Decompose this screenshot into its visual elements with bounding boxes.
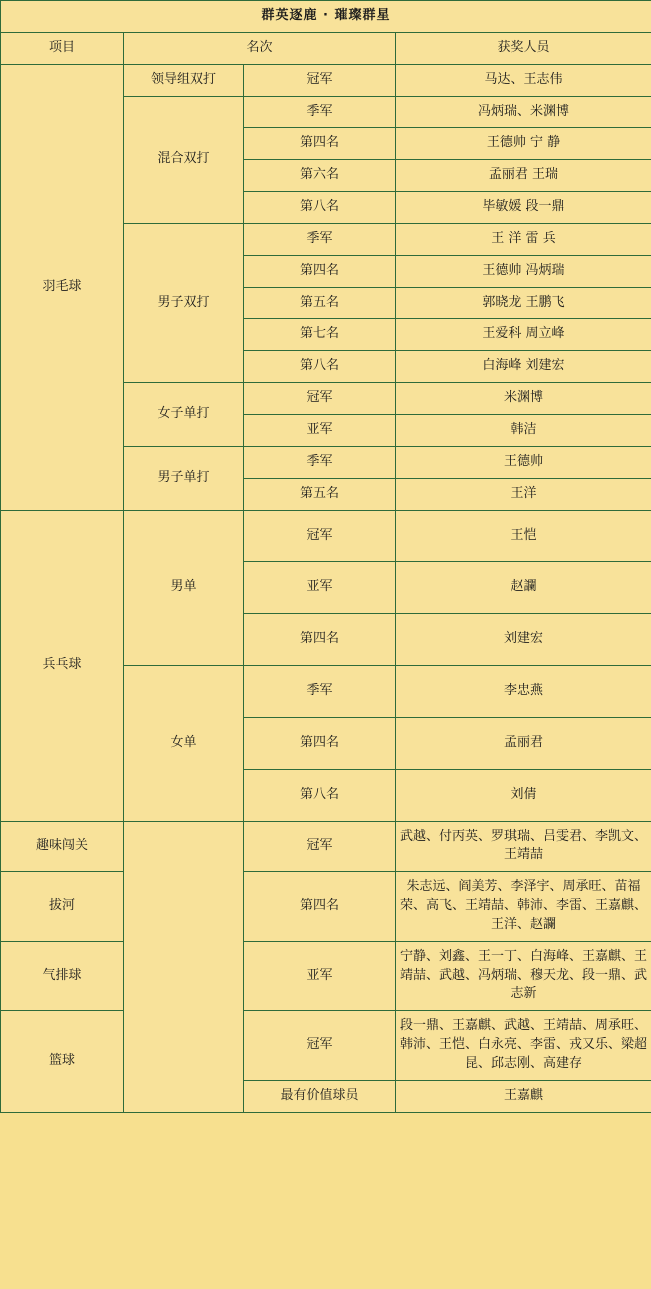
rank-cell: 季军 <box>244 223 396 255</box>
event-cell-empty <box>124 821 244 1112</box>
people-cell: 毕敏媛 段一鼎 <box>396 192 651 224</box>
people-cell: 王 洋 雷 兵 <box>396 223 651 255</box>
table-row <box>1 64 651 96</box>
event-cell: 女子单打 <box>124 383 244 447</box>
people-cell: 宁静、刘鑫、王一丁、白海峰、王嘉麒、王靖喆、武越、冯炳瑞、穆天龙、段一鼎、武志新 <box>396 941 651 1011</box>
people-cell: 王嘉麒 <box>396 1080 651 1112</box>
sport-cell: 兵乓球 <box>1 510 124 821</box>
people-cell: 王恺 <box>396 510 651 562</box>
rank-cell: 第八名 <box>244 769 396 821</box>
rank-cell: 冠军 <box>244 383 396 415</box>
rank-cell: 第四名 <box>244 717 396 769</box>
rank-cell: 冠军 <box>244 510 396 562</box>
people-cell: 王德帅 <box>396 446 651 478</box>
rank-cell: 亚军 <box>244 414 396 446</box>
people-cell: 朱志远、阎美芳、李泽宇、周承旺、苗福荣、高飞、王靖喆、韩沛、李雷、王嘉麒、王洋、赵讕 <box>396 872 651 942</box>
people-cell: 孟丽君 <box>396 717 651 769</box>
people-cell: 孟丽君 王瑞 <box>396 160 651 192</box>
people-cell: 赵讕 <box>396 562 651 614</box>
table-row <box>1 821 651 872</box>
event-cell: 混合双打 <box>124 96 244 223</box>
people-cell: 李忠燕 <box>396 666 651 718</box>
sport-cell: 气排球 <box>1 941 124 1011</box>
rank-cell: 第六名 <box>244 160 396 192</box>
rank-cell: 冠军 <box>244 64 396 96</box>
people-cell: 刘建宏 <box>396 614 651 666</box>
rank-cell: 季军 <box>244 96 396 128</box>
table-row <box>1 872 651 942</box>
people-cell: 米渊博 <box>396 383 651 415</box>
table-body <box>1 1 651 1113</box>
table-row <box>1 510 651 562</box>
people-cell: 韩洁 <box>396 414 651 446</box>
people-cell: 武越、付丙英、罗琪瑞、吕雯君、李凯文、王靖喆 <box>396 821 651 872</box>
rank-cell: 第七名 <box>244 319 396 351</box>
rank-cell: 第五名 <box>244 287 396 319</box>
rank-cell: 第四名 <box>244 872 396 942</box>
rank-cell: 第四名 <box>244 128 396 160</box>
event-cell: 男子单打 <box>124 446 244 510</box>
people-cell: 刘倩 <box>396 769 651 821</box>
rank-cell: 冠军 <box>244 821 396 872</box>
table-row <box>1 1011 651 1081</box>
rank-cell: 亚军 <box>244 562 396 614</box>
rank-cell: 第四名 <box>244 255 396 287</box>
event-cell: 女单 <box>124 666 244 822</box>
table-row <box>1 941 651 1011</box>
header-rank: 名次 <box>124 32 396 64</box>
rank-cell: 季军 <box>244 446 396 478</box>
event-cell: 领导组双打 <box>124 64 244 96</box>
rank-cell: 第五名 <box>244 478 396 510</box>
sport-cell: 篮球 <box>1 1011 124 1112</box>
sport-cell: 趣味闯关 <box>1 821 124 872</box>
rank-cell: 季军 <box>244 666 396 718</box>
people-cell: 王爱科 周立峰 <box>396 319 651 351</box>
people-cell: 王德帅 宁 静 <box>396 128 651 160</box>
rank-cell: 最有价值球员 <box>244 1080 396 1112</box>
event-cell: 男子双打 <box>124 223 244 382</box>
rank-cell: 冠军 <box>244 1011 396 1081</box>
header-people: 获奖人员 <box>396 32 651 64</box>
event-cell: 男单 <box>124 510 244 666</box>
people-cell: 王洋 <box>396 478 651 510</box>
people-cell: 王德帅 冯炳瑞 <box>396 255 651 287</box>
rank-cell: 亚军 <box>244 941 396 1011</box>
sport-cell: 羽毛球 <box>1 64 124 510</box>
rank-cell: 第八名 <box>244 192 396 224</box>
page-title: 群英逐鹿 · 璀璨群星 <box>1 1 651 33</box>
rank-cell: 第八名 <box>244 351 396 383</box>
people-cell: 马达、王志伟 <box>396 64 651 96</box>
people-cell: 白海峰 刘建宏 <box>396 351 651 383</box>
header-project: 项目 <box>1 32 124 64</box>
people-cell: 段一鼎、王嘉麒、武越、王靖喆、周承旺、韩沛、王恺、白永亮、李雷、戎又乐、梁超昆、邱志刚、高建存 <box>396 1011 651 1081</box>
people-cell: 郭晓龙 王鹏飞 <box>396 287 651 319</box>
header-row <box>1 32 651 64</box>
sport-cell: 拔河 <box>1 872 124 942</box>
people-cell: 冯炳瑞、米渊博 <box>396 96 651 128</box>
title-row <box>1 1 651 33</box>
rank-cell: 第四名 <box>244 614 396 666</box>
